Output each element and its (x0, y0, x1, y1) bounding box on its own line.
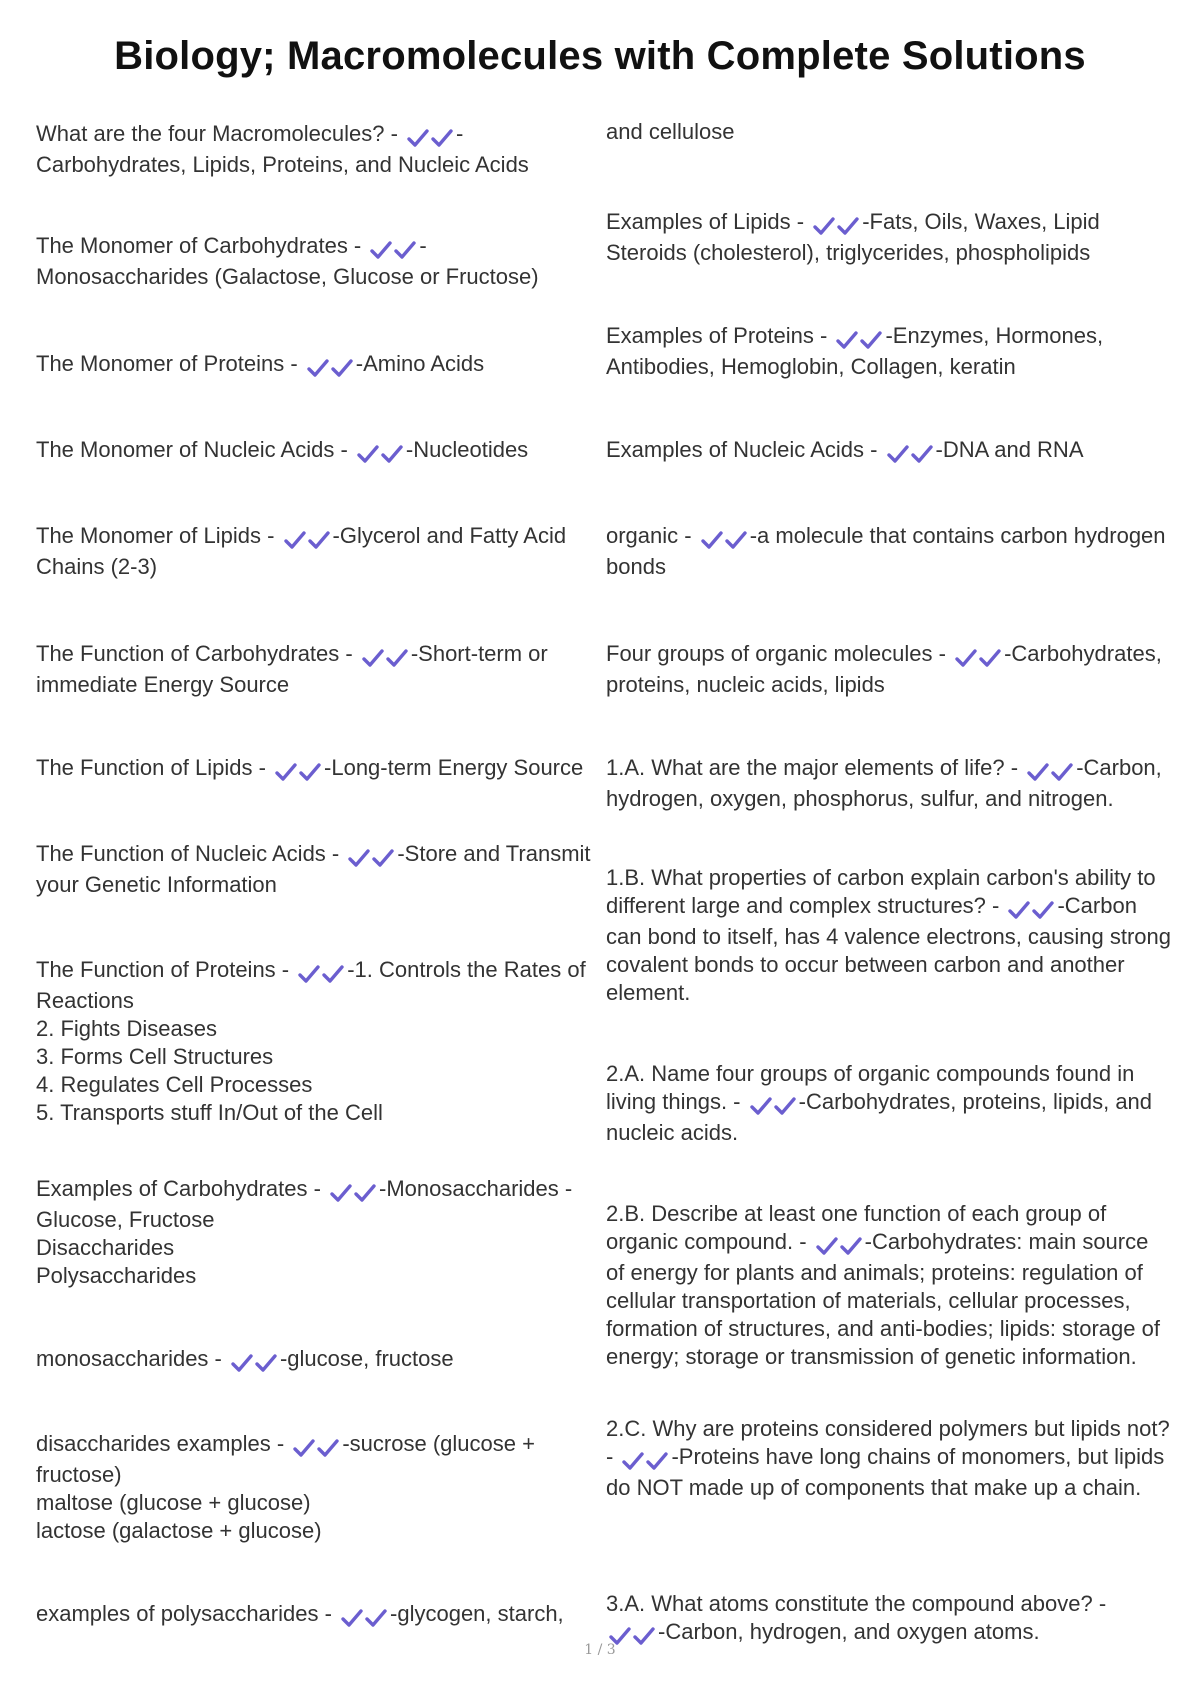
answer-text: do NOT made up of components that make up a chain. (606, 1475, 1142, 1500)
answer-text: 2. Fights Diseases (36, 1016, 217, 1041)
answer-text: Chains (2-3) (36, 554, 158, 579)
qa-entry (36, 1430, 596, 1545)
qa-line (36, 840, 596, 871)
answer-text: element. (606, 980, 691, 1005)
check-icon (835, 329, 859, 351)
check-icon (298, 761, 322, 783)
answer-text: -a molecule that contains carbon hydrogen (749, 523, 1166, 548)
answer-text: 3. Forms Cell Structures (36, 1044, 274, 1069)
check-icon (1026, 761, 1050, 783)
check-icon (393, 239, 417, 261)
answer-text: 4. Regulates Cell Processes (36, 1072, 313, 1097)
qa-entry (36, 350, 596, 381)
answer-text: - (419, 233, 427, 258)
question-text: Examples of Nucleic Acids - (606, 437, 884, 462)
answer-text: formation of structures, and anti-bodies; lipids: storage of (606, 1316, 1160, 1341)
question-text: 3.A. What atoms constitute the compound above? - (606, 1591, 1107, 1616)
answer-checkmarks (835, 325, 883, 353)
check-icon (859, 329, 883, 351)
answer-checkmarks (369, 235, 417, 263)
check-icon (347, 847, 371, 869)
answer-text: Monosaccharides (Galactose, Glucose or Fructose) (36, 264, 539, 289)
check-icon (361, 647, 385, 669)
answer-checkmarks (1026, 757, 1074, 785)
qa-line (36, 1175, 596, 1206)
question-text: What are the four Macromolecules? - (36, 121, 405, 146)
answer-text: -Fats, Oils, Waxes, Lipid (862, 209, 1100, 234)
qa-entry (606, 118, 1176, 146)
qa-entry (606, 322, 1176, 381)
qa-line (36, 1430, 596, 1461)
qa-line (36, 640, 596, 671)
answer-text: cellular transportation of materials, cellular processes, (606, 1288, 1131, 1313)
qa-entry (606, 1415, 1176, 1502)
question-text: The Function of Lipids - (36, 755, 273, 780)
answer-checkmarks (812, 211, 860, 239)
qa-line (36, 350, 596, 381)
qa-entry (606, 640, 1176, 699)
check-icon (954, 647, 978, 669)
qa-line (606, 892, 1176, 923)
answer-text: -Enzymes, Hormones, (885, 323, 1104, 348)
check-icon (353, 1182, 377, 1204)
qa-entry (606, 1590, 1176, 1649)
qa-entry (36, 640, 596, 699)
check-icon (380, 443, 404, 465)
answer-checkmarks (815, 1231, 863, 1259)
check-icon (292, 1437, 316, 1459)
qa-entry (36, 1175, 596, 1290)
check-icon (371, 847, 395, 869)
answer-text: -Carbohydrates: main source (864, 1229, 1149, 1254)
answer-checkmarks (356, 439, 404, 467)
answer-text: -DNA and RNA (935, 437, 1084, 462)
answer-text: of energy for plants and animals; proteins: regulation of (606, 1260, 1143, 1285)
check-icon (406, 127, 430, 149)
qa-entry (606, 436, 1176, 467)
question-text: disaccharides examples - (36, 1431, 291, 1456)
answer-text: Disaccharides (36, 1235, 175, 1260)
qa-line (606, 640, 1176, 671)
qa-line (606, 208, 1176, 239)
answer-text: bonds (606, 554, 666, 579)
check-icon (306, 357, 330, 379)
check-icon (329, 1182, 353, 1204)
answer-checkmarks (886, 439, 934, 467)
check-icon (369, 239, 393, 261)
question-text: Examples of Proteins - (606, 323, 834, 348)
qa-entry (606, 1060, 1176, 1147)
answer-text: -Proteins have long chains of monomers, but lipids (671, 1444, 1165, 1469)
qa-line (36, 120, 596, 151)
answer-text: Steroids (cholesterol), triglycerides, phospholipids (606, 240, 1091, 265)
qa-entry (36, 232, 596, 291)
question-text: Examples of Carbohydrates - (36, 1176, 328, 1201)
answer-text: maltose (glucose + glucose) (36, 1490, 311, 1515)
check-icon (254, 1352, 278, 1374)
answer-text: -Store and Transmit (397, 841, 591, 866)
check-icon (230, 1352, 254, 1374)
qa-line (606, 436, 1176, 467)
check-icon (700, 529, 724, 551)
check-icon (316, 1437, 340, 1459)
check-icon (1050, 761, 1074, 783)
answer-text: Polysaccharides (36, 1263, 197, 1288)
check-icon (283, 529, 307, 551)
question-text: monosaccharides - (36, 1346, 228, 1371)
check-icon (330, 357, 354, 379)
answer-checkmarks (292, 1433, 340, 1461)
check-icon (621, 1450, 645, 1472)
qa-line (36, 956, 596, 987)
check-icon (356, 443, 380, 465)
qa-entry (36, 1600, 596, 1631)
answer-text: -Carbon (1057, 893, 1137, 918)
answer-text: fructose) (36, 1462, 122, 1487)
check-icon (839, 1235, 863, 1257)
answer-text: -Amino Acids (355, 351, 485, 376)
question-text: The Function of Nucleic Acids - (36, 841, 346, 866)
check-icon (430, 127, 454, 149)
question-text: The Monomer of Proteins - (36, 351, 304, 376)
answer-checkmarks (306, 353, 354, 381)
answer-checkmarks (347, 843, 395, 871)
answer-text: proteins, nucleic acids, lipids (606, 672, 885, 697)
check-icon (385, 647, 409, 669)
check-icon (886, 443, 910, 465)
qa-line (36, 1600, 596, 1631)
answer-text: Glucose, Fructose (36, 1207, 215, 1232)
check-icon (340, 1607, 364, 1629)
qa-entry (606, 1200, 1176, 1371)
check-icon (749, 1095, 773, 1117)
check-icon (724, 529, 748, 551)
question-text: Examples of Lipids - (606, 209, 811, 234)
answer-checkmarks (274, 757, 322, 785)
qa-line (606, 1443, 1176, 1474)
answer-text: and cellulose (606, 119, 735, 144)
question-text: different large and complex structures? - (606, 893, 1006, 918)
question-text: organic - (606, 523, 698, 548)
qa-entry (36, 1345, 596, 1376)
answer-text: Antibodies, Hemoglobin, Collagen, keratin (606, 354, 1016, 379)
answer-text: immediate Energy Source (36, 672, 290, 697)
answer-text: can bond to itself, has 4 valence electrons, causing strong (606, 924, 1172, 949)
answer-checkmarks (329, 1178, 377, 1206)
check-icon (307, 529, 331, 551)
check-icon (364, 1607, 388, 1629)
question-text: Four groups of organic molecules - (606, 641, 953, 666)
answer-text: covalent bonds to occur between carbon and another (606, 952, 1125, 977)
answer-checkmarks (700, 525, 748, 553)
qa-entry (606, 864, 1176, 1007)
answer-text: -Short-term or (410, 641, 548, 666)
question-text: 1.B. What properties of carbon explain carbon's ability to (606, 865, 1156, 890)
qa-line (606, 118, 1176, 146)
check-icon (1007, 899, 1031, 921)
qa-line (36, 436, 596, 467)
answer-text: -glucose, fructose (279, 1346, 454, 1371)
answer-text: hydrogen, oxygen, phosphorus, sulfur, and nitrogen. (606, 786, 1114, 811)
check-icon (321, 963, 345, 985)
answer-checkmarks (340, 1603, 388, 1631)
check-icon (812, 215, 836, 237)
answer-checkmarks (1007, 895, 1055, 923)
question-text: The Function of Proteins - (36, 957, 296, 982)
check-icon (815, 1235, 839, 1257)
question-text: The Monomer of Lipids - (36, 523, 281, 548)
qa-entry (606, 522, 1176, 581)
answer-checkmarks (230, 1348, 278, 1376)
answer-text: Reactions (36, 988, 134, 1013)
check-icon (297, 963, 321, 985)
answer-checkmarks (283, 525, 331, 553)
question-text: examples of polysaccharides - (36, 1601, 339, 1626)
answer-text: -sucrose (glucose + (342, 1431, 535, 1456)
qa-entry (36, 522, 596, 581)
check-icon (978, 647, 1002, 669)
qa-entry (606, 754, 1176, 813)
answer-text: -Carbon, hydrogen, and oxygen atoms. (658, 1619, 1040, 1644)
qa-entry (36, 120, 596, 179)
check-icon (910, 443, 934, 465)
check-icon (1031, 899, 1055, 921)
check-icon (836, 215, 860, 237)
question-text: The Monomer of Nucleic Acids - (36, 437, 354, 462)
qa-entry (36, 840, 596, 899)
check-icon (645, 1450, 669, 1472)
qa-line (606, 322, 1176, 353)
qa-line (36, 754, 596, 785)
qa-entry (36, 436, 596, 467)
question-text: 2.C. Why are proteins considered polymers but lipids not? (606, 1416, 1170, 1441)
question-text: organic compound. - (606, 1229, 813, 1254)
answer-text: -Long-term Energy Source (324, 755, 584, 780)
question-text: The Monomer of Carbohydrates - (36, 233, 368, 258)
question-text: 2.A. Name four groups of organic compounds found in (606, 1061, 1135, 1086)
answer-checkmarks (297, 959, 345, 987)
qa-line (606, 754, 1176, 785)
qa-entry (36, 754, 596, 785)
answer-text: -Carbon, (1076, 755, 1162, 780)
answer-checkmarks (621, 1446, 669, 1474)
question-text: - (606, 1444, 620, 1469)
answer-text: -Monosaccharides - (379, 1176, 573, 1201)
check-icon (773, 1095, 797, 1117)
answer-text: 5. Transports stuff In/Out of the Cell (36, 1100, 383, 1125)
qa-entry (606, 208, 1176, 267)
answer-text: -Glycerol and Fatty Acid (332, 523, 567, 548)
question-text: 2.B. Describe at least one function of each group of (606, 1201, 1107, 1226)
qa-line (606, 522, 1176, 553)
qa-line (36, 232, 596, 263)
check-icon (274, 761, 298, 783)
qa-line (606, 1088, 1176, 1119)
answer-text: -Nucleotides (405, 437, 529, 462)
question-text: 1.A. What are the major elements of life? - (606, 755, 1025, 780)
answer-text: nucleic acids. (606, 1120, 739, 1145)
qa-line (36, 1345, 596, 1376)
answer-checkmarks (406, 123, 454, 151)
answer-text: - (456, 121, 464, 146)
qa-entry (36, 956, 596, 1127)
qa-line (36, 522, 596, 553)
answer-checkmarks (361, 643, 409, 671)
answer-text: your Genetic Information (36, 872, 277, 897)
answer-checkmarks (954, 643, 1002, 671)
question-text: living things. - (606, 1089, 747, 1114)
answer-text: -1. Controls the Rates of (347, 957, 586, 982)
answer-text: lactose (galactose + glucose) (36, 1518, 322, 1543)
answer-text: -glycogen, starch, (390, 1601, 564, 1626)
answer-text: -Carbohydrates, (1004, 641, 1162, 666)
page-number: 1 / 3 (584, 1642, 616, 1658)
page-title: Biology; Macromolecules with Complete Solutions (114, 34, 1086, 78)
answer-text: Carbohydrates, Lipids, Proteins, and Nucleic Acids (36, 152, 529, 177)
answer-checkmarks (749, 1091, 797, 1119)
answer-text: energy; storage or transmission of genetic information. (606, 1344, 1137, 1369)
qa-line (606, 1228, 1176, 1259)
question-text: The Function of Carbohydrates - (36, 641, 359, 666)
answer-text: -Carbohydrates, proteins, lipids, and (798, 1089, 1153, 1114)
